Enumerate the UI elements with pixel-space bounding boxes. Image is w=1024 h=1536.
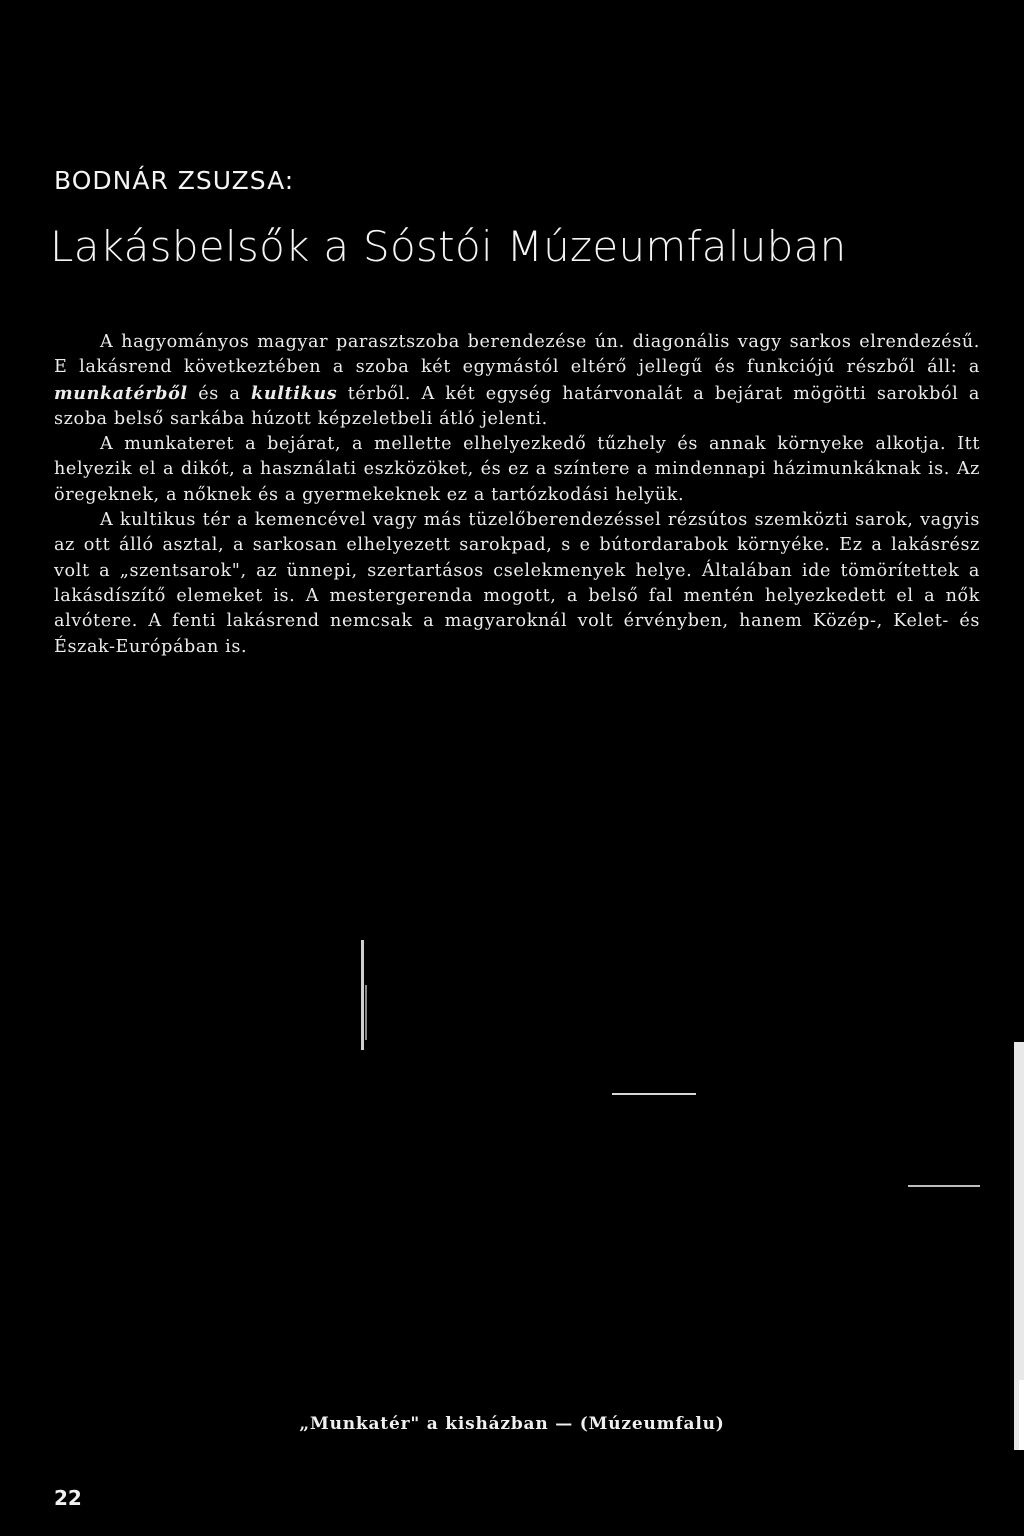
term-munkater: munkatérből bbox=[54, 382, 188, 404]
article-body bbox=[54, 330, 980, 660]
photo-caption: „Munkatér" a kisházban — (Múzeumfalu) bbox=[299, 1414, 725, 1434]
article-title: Lakásbelsők a Sóstói Múzeumfaluban bbox=[50, 222, 847, 271]
photo-munkater bbox=[0, 760, 1024, 1450]
paragraph-3: A kultikus tér a kemencével vagy más tüzelőberendezéssel rézsútos szemközti sarok, vagyis az ott álló asztal, a sarkosan elhelyezett sarokpad, s e bútordarabok környéke. Ez a lakásrész volt a „szentsarok", az ünnepi, szertartásos cselekmenyek helye. Általában ide tömörítettek a lakásdíszítő elemeket is. A mestergerenda mogott, a belső fal mentén helyezkedett el a nők alvótere. A fenti lakásrend nemcsak a magyaroknál volt érvényben, hanem Közép-, Kelet- és Észak-Európában is. bbox=[54, 510, 980, 657]
term-kultikus: kultikus bbox=[251, 382, 338, 404]
paragraph-1-part-3: térből. A két egység határvonalát a bejárat mögötti sarokból a szoba belső sarkába húzott képzeletbeli átló jelenti. bbox=[54, 383, 980, 429]
author-name: BODNÁR ZSUZSA: bbox=[54, 166, 295, 195]
paragraph-1-part-1: A hagyományos magyar parasztszoba berendezése ún. diagonális vagy sarkos elrendezésű. E lakásrend következtében a szoba két egymástól eltérő jellegű és funkciójú részből áll: a bbox=[54, 332, 980, 378]
page-number: 22 bbox=[54, 1486, 82, 1510]
paragraph-2: A munkateret a bejárat, a mellette elhelyezkedő tűzhely és annak környeke alkotja. Itt helyezik el a dikót, a használati eszközöket, és ez a színtere a mindennapi házimunkáknak is. Az öregeknek, a nőknek és a gyermekeknek ez a tartózkodási helyük. bbox=[54, 434, 980, 505]
paragraph-1 bbox=[54, 330, 980, 432]
paragraph-1-part-2: és a bbox=[187, 383, 252, 404]
